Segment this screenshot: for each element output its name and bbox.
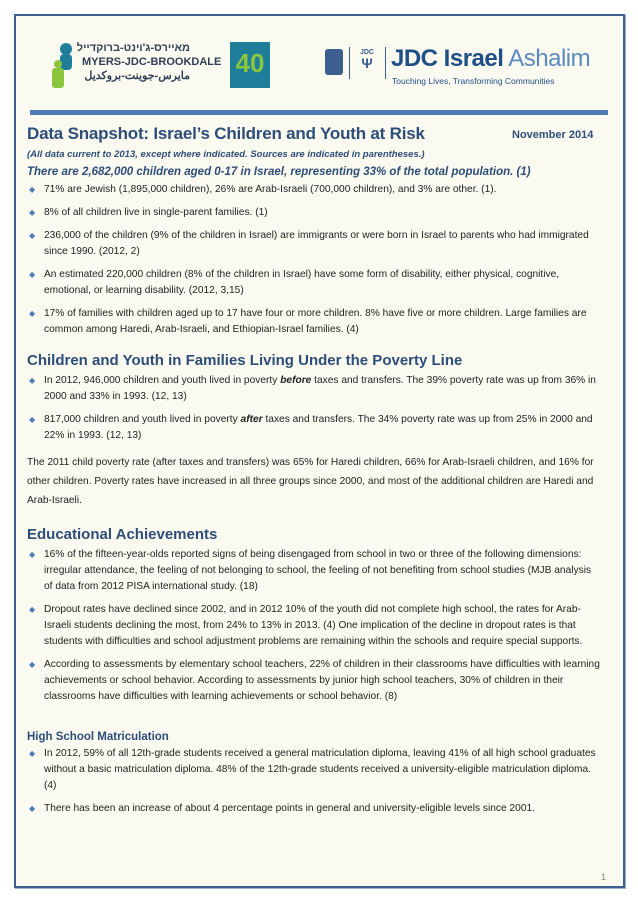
list-item xyxy=(27,182,602,198)
bullet-icon: ◆ xyxy=(29,660,36,669)
bullet-icon: ◆ xyxy=(29,231,36,240)
list-item xyxy=(27,657,602,705)
list-item xyxy=(27,373,602,405)
bullet-text: 17% of families with children aged up to 17 have four or more children. 8% have five or more children. Large families are common among Haredi, Arab-Israeli, and Ethiopian-Israel families. (4) xyxy=(44,308,587,335)
poverty-paragraph: The 2011 child poverty rate (after taxes and transfers) was 65% for Haredi children, 66% for Arab-Israeli children, and 16% for other children. Poverty rates have increased in all three groups since 2000, and most of the additional children are Haredi and Arab-Israeli. xyxy=(27,457,594,506)
bullet-icon: ◆ xyxy=(29,550,36,559)
matriculation-heading: High School Matriculation xyxy=(27,731,169,743)
bullet-icon: ◆ xyxy=(29,309,36,318)
bullet-text: According to assessments by elementary school teachers, 22% of children in their classrooms have difficulties with learning achievements or school behavior. According to assessments by junior high school teachers, 30% of children in their classrooms have difficulties with learning achievements or school behavior. (8) xyxy=(44,659,600,702)
logo-english: MYERS-JDC-BROOKDALE xyxy=(82,56,222,68)
list-item xyxy=(27,746,602,794)
bullet-icon: ◆ xyxy=(29,415,36,424)
jdc-emblem-text: JDC xyxy=(359,49,374,56)
page-title: Data Snapshot: Israel’s Children and Youth at Risk xyxy=(27,124,425,143)
jdc-emblem-icon: JDC Ψ xyxy=(359,49,374,71)
list-item xyxy=(27,602,602,650)
list-item xyxy=(27,205,602,221)
list-item xyxy=(27,801,602,817)
divider xyxy=(385,47,386,79)
people-icon xyxy=(50,42,78,88)
logo-hebrew: מאיירס-ג'וינט-ברוקדייל xyxy=(76,42,190,54)
bullet-text: taxes and transfers. The 39% poverty rate was up from 36% in 2000 and 33% in 1993. (12, 13) xyxy=(44,375,596,402)
brand-light: Ashalim xyxy=(508,45,591,72)
bullet-text: 16% of the fifteen-year-olds reported signs of being disengaged from school in two or three of the following dimensions: irregular attendance, the feeling of not belonging to school, the feeling of not benefiting from school studies (MJB analysis of data from 2012 PISA international study. (18) xyxy=(44,549,592,592)
badge-number: 40 xyxy=(235,48,265,78)
list-item xyxy=(27,267,602,299)
list-item xyxy=(27,412,602,444)
bullet-icon: ◆ xyxy=(29,185,36,194)
emphasis-after: after xyxy=(240,414,263,425)
header-rule xyxy=(30,110,608,115)
brand-bold: JDC Israel xyxy=(391,45,504,72)
intro-heading: There are 2,682,000 children aged 0-17 in Israel, representing 33% of the total population. (1) xyxy=(27,166,531,178)
bullet-text: In 2012, 946,000 children and youth lived in poverty xyxy=(44,375,281,386)
bullet-icon: ◆ xyxy=(29,749,36,758)
jdc-israel-ashalim-logo xyxy=(325,45,615,90)
education-heading: Educational Achievements xyxy=(27,526,218,543)
poverty-bullets xyxy=(27,373,602,451)
bullet-text: 236,000 of the children (9% of the children in Israel) are immigrants or were born in Israel to parents who had immigrated since 1990. (2012, 2) xyxy=(44,230,589,257)
myers-jdc-brookdale-logo xyxy=(50,42,280,92)
report-date: November 2014 xyxy=(512,129,594,141)
bullet-text: There has been an increase of about 4 percentage points in general and university-eligible levels since 2001. xyxy=(44,803,536,814)
list-item xyxy=(27,547,602,595)
intro-bullets xyxy=(27,182,602,345)
emphasis-before: before xyxy=(280,375,312,386)
education-bullets xyxy=(27,547,602,712)
divider xyxy=(349,47,350,79)
bullet-icon: ◆ xyxy=(29,270,36,279)
anniversary-badge xyxy=(230,42,270,88)
subtitle-note: (All data current to 2013, except where indicated. Sources are indicated in parentheses.) xyxy=(27,149,425,160)
bullet-text: In 2012, 59% of all 12th-grade students received a general matriculation diploma, leaving 41% of all high school graduates without a basic matriculation diploma. 48% of the 12th-grade students received a university-eligible matriculation diploma. (4) xyxy=(44,748,596,791)
bullet-icon: ◆ xyxy=(29,208,36,217)
poverty-heading: Children and Youth in Families Living Under the Poverty Line xyxy=(27,352,463,369)
bullet-icon: ◆ xyxy=(29,804,36,813)
page-number: 1 xyxy=(601,872,607,882)
bullet-text: 817,000 children and youth lived in poverty xyxy=(44,414,241,425)
matriculation-bullets xyxy=(27,746,602,824)
bullet-text: 71% are Jewish (1,895,000 children), 26% are Arab-Israeli (700,000 children), and 3% are other. (1). xyxy=(44,184,497,195)
list-item xyxy=(27,228,602,260)
logo-arabic: مايرس-جوينت-بروكديل xyxy=(84,70,190,82)
bullet-icon: ◆ xyxy=(29,376,36,385)
bullet-text: taxes and transfers. The 34% poverty rate was up from 25% in 2000 and 22% in 1993. (12, 13) xyxy=(44,414,593,441)
bullet-text: An estimated 220,000 children (8% of the children in Israel) have some form of disability, either physical, cognitive, emotional, or learning disability. (2012, 3,15) xyxy=(44,269,560,296)
bullet-text: Dropout rates have declined since 2002, and in 2012 10% of the youth did not complete high school, the rates for Arab-Israeli students declining the most, from 24% to 13% in 2013. (4) One implication of the decline in dropout rates is that students with difficulties and school adjustment problems are remaining within the schools and require special supports. xyxy=(44,604,583,647)
menorah-emblem-icon xyxy=(325,49,343,75)
brand-tagline: Touching Lives, Transforming Communities xyxy=(392,76,555,86)
bullet-text: 8% of all children live in single-parent families. (1) xyxy=(44,207,268,218)
bullet-icon: ◆ xyxy=(29,605,36,614)
list-item xyxy=(27,306,602,338)
